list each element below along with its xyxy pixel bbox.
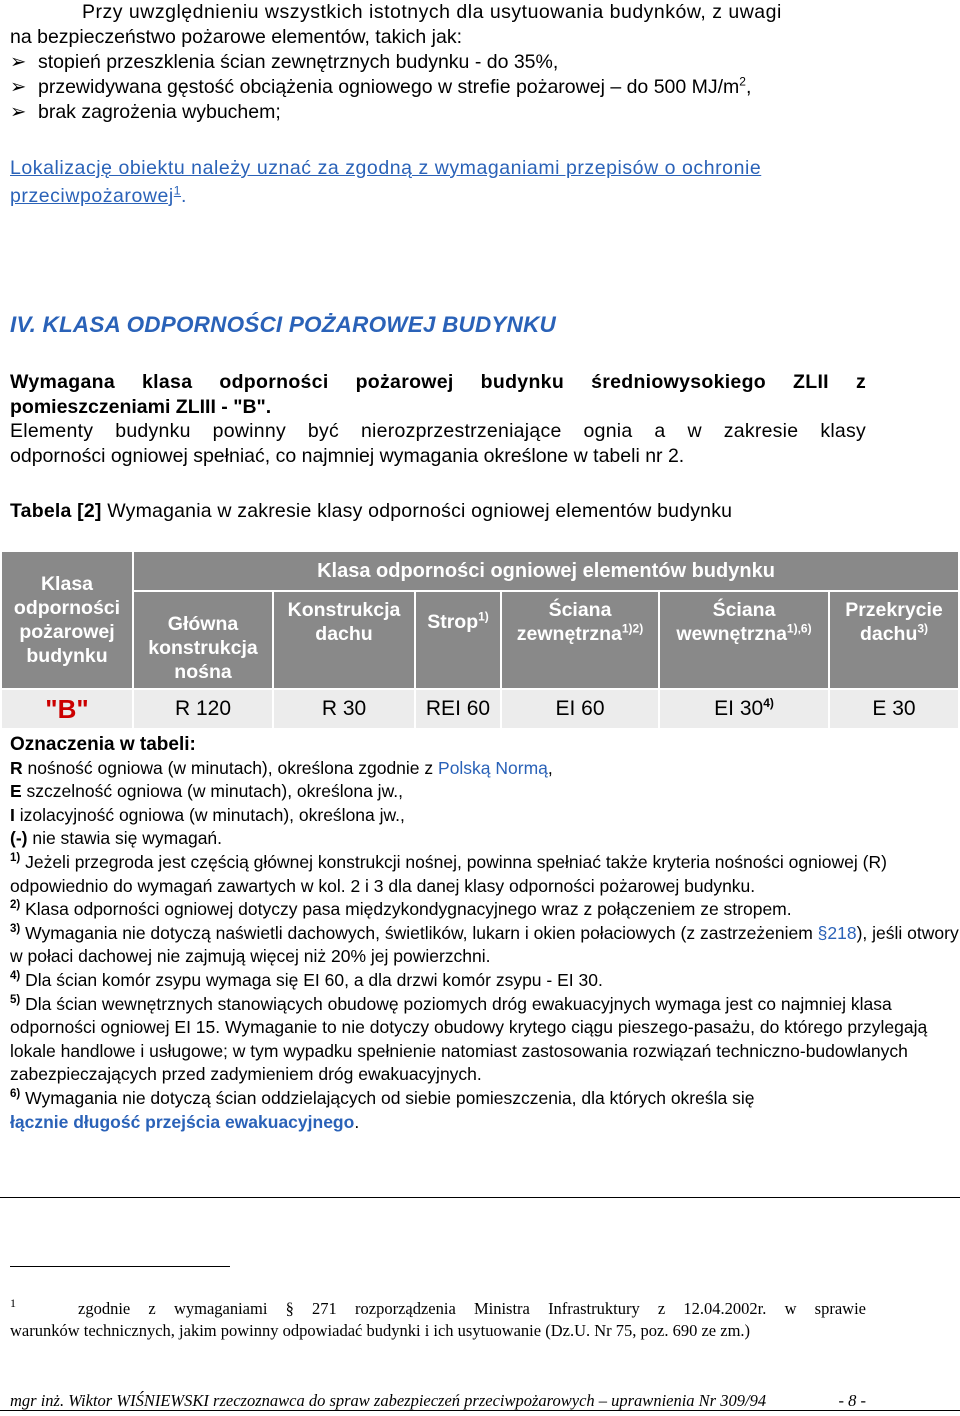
note-2: $^{2)}$ Klasa odporności ogniowej dotyczy pasa międzykondygnacyjnego wraz z połączeniem ze stropem.	[10, 899, 792, 920]
bullet-item	[10, 50, 870, 75]
table-title: Tabela [2] Wymagania w zakresie klasy odporności ogniowej elementów budynku	[10, 500, 733, 522]
footnote-line: zgodnie z wymaganiami § 271 rozporządzenia Ministra Infrastruktury z 12.04.2002r. w sprawie	[78, 1299, 866, 1318]
note-1: $^{1)}$ Jeżeli przegroda jest częścią głównej konstrukcji nośnej, powinna spełniać także kryteria nośności ogniowej (R) odpowiednio do wymagań zawartych w kol. 2 i 3 dla danej klasy odporności pożarowej budynku.	[10, 851, 887, 896]
cell-external-wall: EI 60	[501, 689, 659, 729]
header-main-structure: Główna konstrukcja nośna	[133, 591, 273, 689]
bullet-text: stopień przeszklenia ścian zewnętrznych budynku - do 35%,	[38, 51, 559, 73]
notes-title: Oznaczenia w tabeli:	[10, 734, 196, 755]
note-6: $^{6)}$ Wymagania nie dotyczą ścian oddzielających od siebie pomieszczenia, dla których określa się łącznie długość przejścia ewakuacyjnego.	[10, 1087, 755, 1132]
header-external-wall: Ściana zewnętrzna$^{1)2)}$	[501, 591, 659, 689]
requirement-line: Elementy budynku powinny być nierozprzestrzeniające ognia a w zakresie klasy	[10, 420, 866, 442]
footnote-divider	[10, 1266, 230, 1267]
note-dash: (-) nie stawia się wymagań.	[10, 828, 223, 849]
intro-line-1: Przy uwzględnieniu wszystkich istotnych dla usytuowania budynków, z uwagi	[82, 1, 782, 23]
page-number: - 8 -	[838, 1391, 866, 1410]
arrow-bullet-icon: ➢	[10, 101, 27, 123]
header-roof-structure: Konstrukcja dachu	[273, 591, 415, 689]
requirement-bold-line: pomieszczeniami ZLIII - "B".	[10, 395, 272, 418]
table-label: Tabela [2]	[10, 500, 102, 522]
cell-ceiling: REI 60	[415, 689, 501, 729]
header-class: Klasa odporności pożarowej budynku	[1, 551, 133, 689]
evacuation-link[interactable]: łącznie długość przejścia ewakuacyjnego	[10, 1111, 355, 1132]
header-group: Klasa odporności ogniowej elementów budynku	[133, 551, 959, 591]
requirement-paragraph	[10, 370, 866, 468]
footnote	[10, 1298, 866, 1342]
note-5: $^{5)}$ Dla ścian wewnętrznych stanowiących obudowę poziomych dróg ewakuacyjnych wymaga jest co najmniej klasa odporności ogniowej EI 15. Wymaganie to nie dotyczy obudowy krytego ciągu pieszego-pasażu, do którego przylegają lokale handlowe i usługowe; w tym wypadku spełnienie natomiast zastosowania rozwiązań techniczno-budowlanych zabezpieczających przed zadymieniem dróg ewakuacyjnych.	[10, 993, 928, 1085]
cell-class: "B"	[1, 689, 133, 729]
note-e: E szczelność ogniowa (w minutach), określona jw.,	[10, 781, 403, 802]
section-heading: IV. KLASA ODPORNOŚCI POŻAROWEJ BUDYNKU	[10, 312, 556, 337]
cell-internal-wall: EI 30$^{4)}$	[659, 689, 829, 729]
footer-divider	[0, 1410, 960, 1411]
intro-paragraph	[10, 0, 870, 125]
note-4: $^{4)}$ Dla ścian komór zsypu wymaga się EI 60, a dla drzwi komór zsypu - EI 30.	[10, 969, 603, 990]
footnote-ref[interactable]: 1	[173, 183, 182, 198]
header-ceiling: Strop$^{1)}$	[415, 591, 501, 689]
requirements-table	[0, 550, 960, 730]
bullet-item	[10, 100, 870, 125]
table-notes	[10, 733, 960, 1134]
cell-roof-covering: E 30	[829, 689, 959, 729]
page-footer	[10, 1391, 866, 1411]
arrow-bullet-icon: ➢	[10, 51, 27, 73]
cell-main-structure: R 120	[133, 689, 273, 729]
paragraph-link[interactable]: §218	[817, 922, 857, 943]
intro-line-2: na bezpieczeństwo pożarowe elementów, takich jak:	[10, 26, 463, 48]
note-3: $^{3)}$ Wymagania nie dotyczą naświetli dachowych, świetlików, lukarn i okien połaciowych (z zastrzeżeniem §218), jeśli otwory w połaci dachowej nie zajmują więcej niż 20% jej powierzchni.	[10, 922, 959, 967]
location-statement: Lokalizację obiektu należy uznać za zgodną z wymaganiami przepisów o ochronie przeciwpożarowej$^1$.	[10, 157, 762, 207]
cell-roof-structure: R 30	[273, 689, 415, 729]
footnote-number: 1	[10, 1296, 16, 1310]
requirement-bold-line: Wymagana klasa odporności pożarowej budynku średniowysokiego ZLII z	[10, 371, 866, 393]
divider	[0, 1197, 960, 1198]
footer-author: mgr inż. Wiktor WIŚNIEWSKI rzeczoznawca do spraw zabezpieczeń przeciwpożarowych – uprawnienia Nr 309/94	[10, 1391, 767, 1410]
table-row	[1, 689, 959, 729]
arrow-bullet-icon: ➢	[10, 76, 27, 98]
standard-link[interactable]: Polską Normą	[438, 757, 548, 778]
footnote-line: warunków technicznych, jakim powinny odpowiadać budynki i ich usytuowanie (Dz.U. Nr 75, poz. 690 ze zm.)	[10, 1321, 751, 1340]
bullet-text: brak zagrożenia wybuchem;	[38, 101, 281, 123]
requirement-line: odporności ogniowej spełniać, co najmniej wymagania określone w tabeli nr 2.	[10, 444, 685, 467]
header-roof-covering: Przekrycie dachu$^{3)}$	[829, 591, 959, 689]
header-internal-wall: Ściana wewnętrzna$^{1),6)}$	[659, 591, 829, 689]
note-r: R nośność ogniowa (w minutach), określona zgodnie z Polską Normą,	[10, 757, 553, 778]
bullet-item	[10, 75, 870, 100]
note-i: I izolacyjność ogniowa (w minutach), określona jw.,	[10, 804, 405, 825]
location-link[interactable]: Lokalizację obiektu należy uznać za zgodną z wymaganiami przepisów o ochronie przeciwpożarowej	[10, 157, 762, 207]
bullet-text: przewidywana gęstość obciążenia ogniowego w strefie pożarowej – do 500 $MJ/m^2$,	[38, 74, 752, 98]
